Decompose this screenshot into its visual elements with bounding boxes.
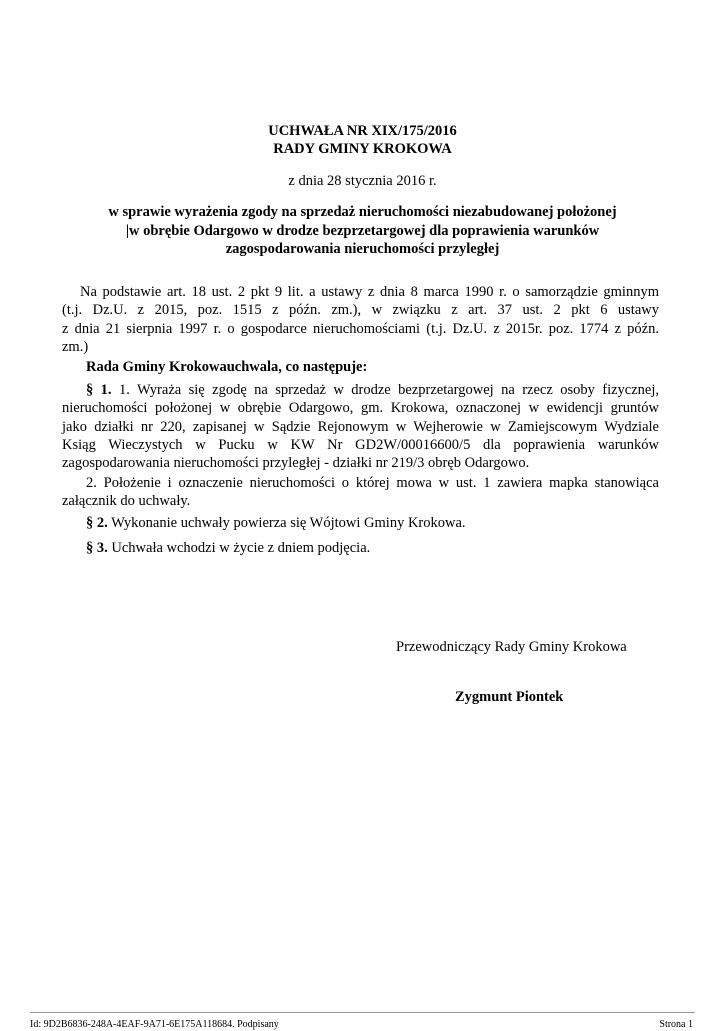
paragraph-1-marker: § 1. (86, 382, 112, 398)
paragraph-2 (62, 514, 659, 532)
legal-basis (62, 283, 659, 356)
signature-name: Zygmunt Piontek (455, 689, 564, 705)
paragraph-2-marker: § 2. (86, 515, 108, 531)
paragraph-3 (62, 539, 659, 557)
paragraph-1-section-2 (62, 474, 659, 511)
paragraph-1-line-5: zagospodarowania nieruchomości przyległej - działki nr 219/3 obręb Odargowo. (62, 455, 530, 472)
paragraph-3-text: Uchwała wchodzi w życie z dniem podjęcia. (107, 540, 371, 556)
footer-page-number: Strona 1 (659, 1019, 693, 1030)
title-block (0, 122, 725, 158)
legal-basis-line-4: zm.) (62, 338, 89, 355)
subject-line-2: |w obrębie Odargowo w drodze bezprzetargowej dla poprawienia warunków (125, 222, 600, 239)
council-name: RADY GMINY KROKOWA (273, 141, 452, 157)
council-resolves: Rada Gminy Krokowauchwala, co następuje: (86, 359, 368, 375)
subject-line-1: w sprawie wyrażenia zgody na sprzedaż nieruchomości niezabudowanej położonej (108, 204, 617, 220)
resolution-number: UCHWAŁA NR XIX/175/2016 (268, 123, 457, 139)
paragraph-1-text-1: 1. Wyraża się zgodę na sprzedaż w drodze bezprzetargowej na rzecz osoby fizycznej, (111, 382, 660, 398)
signature-role: Przewodniczący Rady Gminy Krokowa (396, 639, 627, 655)
paragraph-1 (62, 381, 659, 472)
footer-document-id: Id: 9D2B6836-248A-4EAF-9A71-6E175A118684. Podpisany (30, 1019, 279, 1030)
paragraph-1-section-2-line-2: załącznik do uchwały. (62, 493, 191, 510)
paragraph-1-line-4: Ksiąg Wieczystych w Pucku w KW Nr GD2W/00016600/5 dla poprawienia warunków (62, 436, 659, 453)
legal-basis-line-3: z dnia 21 sierpnia 1997 r. o gospodarce nieruchomościami (t.j. Dz.U. z 2015r. poz. 1774 z późn. (62, 320, 659, 337)
resolution-subject (80, 203, 645, 259)
legal-basis-line-1: Na podstawie art. 18 ust. 2 pkt 9 lit. a ustawy z dnia 8 marca 1990 r. o samorządzie gminnym (80, 284, 659, 300)
paragraph-3-marker: § 3. (86, 540, 108, 556)
paragraph-1-section-2-line-1: 2. Położenie i oznaczenie nieruchomości o której mowa w ust. 1 zawiera mapka stanowiąca (86, 475, 659, 491)
paragraph-2-text: Wykonanie uchwały powierza się Wójtowi Gminy Krokowa. (107, 515, 466, 531)
footer-divider (30, 1012, 695, 1013)
paragraph-1-line-1 (62, 381, 659, 399)
paragraph-1-line-3: jako działki nr 220, zapisanej w Sądzie Rejonowym w Wejherowie w Zamiejscowym Wydziale (62, 418, 659, 435)
resolution-date: z dnia 28 stycznia 2016 r. (288, 173, 437, 189)
subject-line-3: zagospodarowania nieruchomości przyległej (225, 241, 500, 257)
legal-basis-line-2: (t.j. Dz.U. z 2015, poz. 1515 z późn. zm.), w związku z art. 37 ust. 2 pkt 6 ustawy (62, 302, 659, 319)
paragraph-1-line-2: nieruchomości położonej w obrębie Odargowo, gm. Krokowa, oznaczonej w ewidencji gruntów (62, 400, 659, 417)
